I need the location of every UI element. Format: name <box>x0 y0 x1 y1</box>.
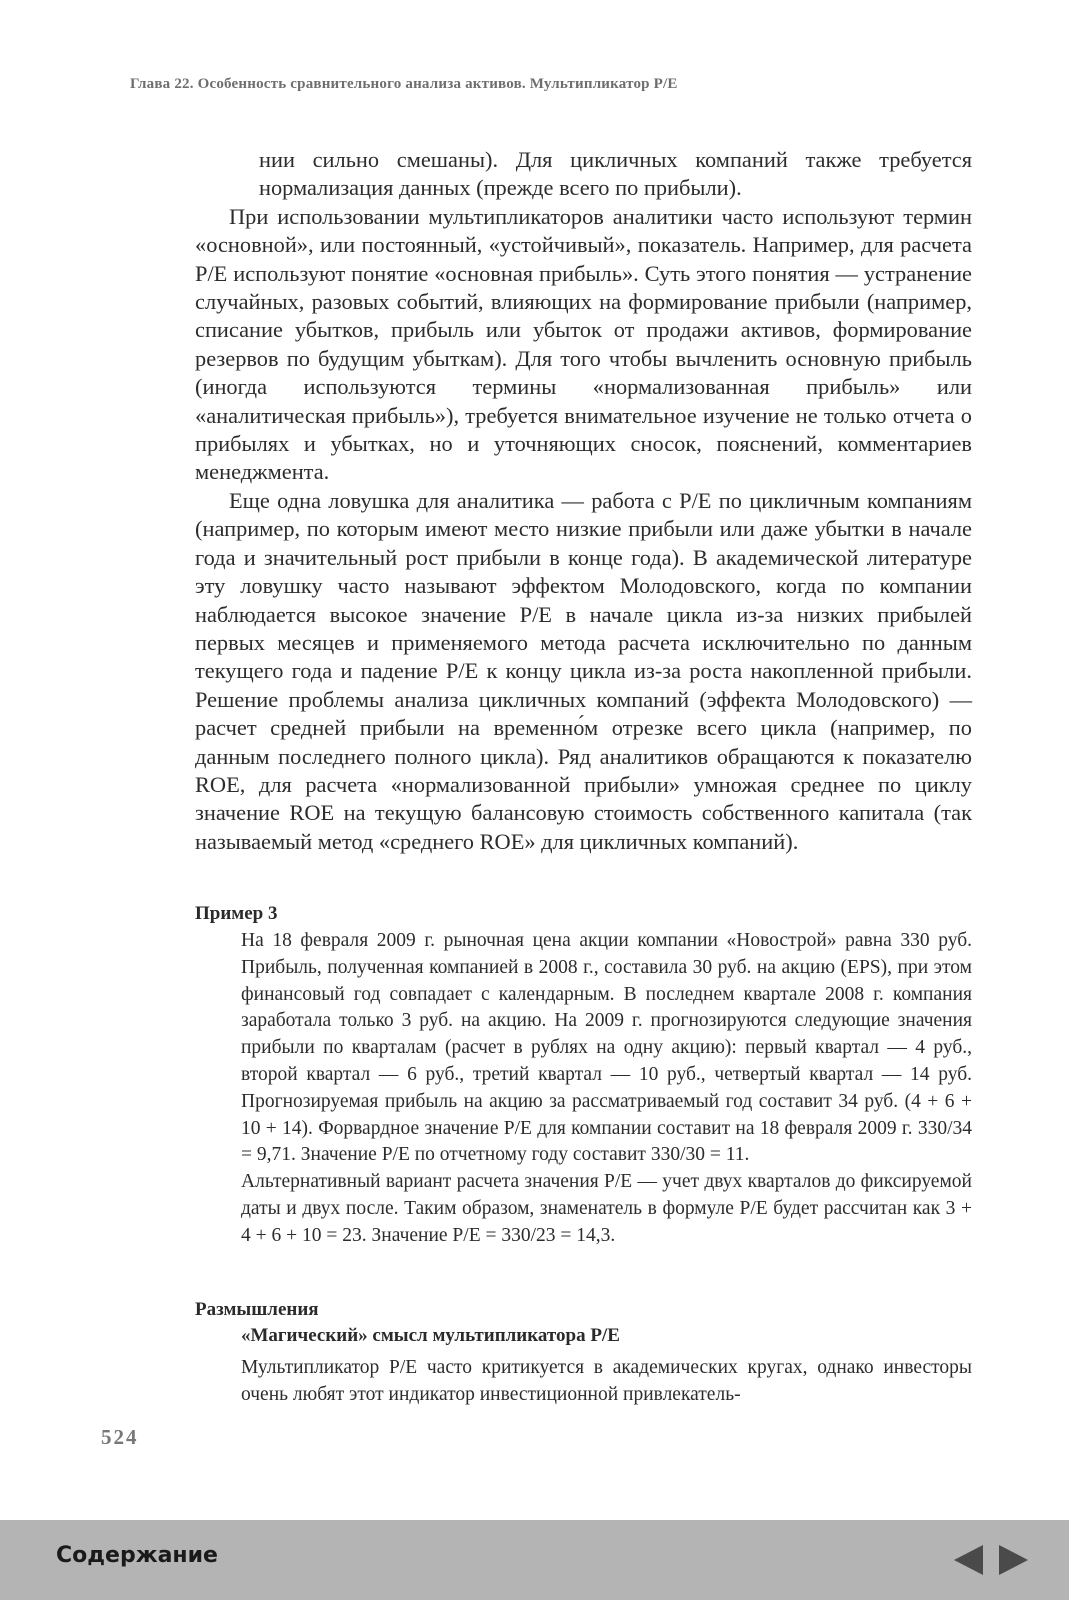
example-body <box>241 928 972 1250</box>
page-number: 524 <box>101 1425 139 1449</box>
example-paragraph: Альтернативный вариант расчета значения P/E — учет двух кварталов до фиксируемой даты и двух после. Таким образом, знаменатель в формуле P/E будет рассчитан как 3 + 4 + 6 + 10 = 23. Значение P/E = 330/23 = 14,3. <box>241 1171 972 1246</box>
previous-page-button[interactable] <box>951 1542 987 1578</box>
body-paragraph: При использовании мультипликаторов аналитики часто используют термин «основной», или постоянный, «устойчивый», показатель. Например, для расчета P/E используют понятие «основная прибыль». Суть этого понятия — устранение случайных, разовых событий, влияющих на формирование прибыли (например, списание убытков, прибыль или убыток от продажи активов, формирование резервов по будущим убыткам). Для того чтобы вычленить основную прибыль (иногда используются термины «нормализованная прибыль» или «аналитическая прибыль»), требуется внимательное изучение не только отчета о прибылях и убытках, но и уточняющих сносок, пояснений, комментариев менеджмента. <box>195 203 972 485</box>
next-page-button[interactable] <box>995 1542 1031 1578</box>
running-head: Глава 22. Особенность сравнительного анализа активов. Мультипликатор P/E <box>130 76 678 92</box>
reflections-subtitle: «Магический» смысл мультипликатора P/E <box>241 1325 620 1346</box>
example-title: Пример 3 <box>195 903 278 924</box>
reflections-body <box>241 1354 972 1408</box>
table-of-contents-link[interactable]: Содержание <box>56 1543 218 1568</box>
example-paragraph: На 18 февраля 2009 г. рыночная цена акции компании «Новострой» равна 330 руб. Прибыль, полученная компанией в 2008 г., составила 30 руб. на акцию (EPS), при этом финансовый год совпадает с календарным. В последнем квартале 2008 г. компания заработала только 3 руб. на акцию. На 2009 г. прогнозируются следующие значения прибыли по кварталам (расчет в рублях на одну акцию): первый квартал — 4 руб., второй квартал — 6 руб., третий квартал — 10 руб., четвертый квартал — 14 руб. Прогнозируемая прибыль на акцию за рассматриваемый год составит 34 руб. (4 + 6 + 10 + 14). Форвардное значение P/E для компании составит на 18 февраля 2009 г. 330/34 = 9,71. Значение P/E по отчетному году составит 330/30 = 11. <box>241 930 972 1166</box>
reflections-paragraph: Мультипликатор P/E часто критикуется в академических кругах, однако инвесторы очень любят этот индикатор инвестиционной привлекатель- <box>241 1357 972 1405</box>
body-paragraph-continued: нии сильно смешаны). Для цикличных компаний также требуется нормализация данных (прежде всего по прибыли). <box>259 147 972 201</box>
triangle-left-icon <box>951 1542 987 1578</box>
triangle-right-icon <box>995 1542 1031 1578</box>
reflections-title: Размышления <box>195 1299 319 1320</box>
body-text <box>195 146 972 856</box>
navigation-bar <box>0 1520 1069 1600</box>
body-paragraph: Еще одна ловушка для аналитика — работа с P/E по цикличным компаниям (например, по которым имеют место низкие прибыли или даже убытки в начале года и значительный рост прибыли в конце года). В академической литературе эту ловушку часто называют эффектом Молодовского, когда по компании наблюдается высокое значение P/E в начале цикла из-за низких прибылей первых месяцев и применяемого метода расчета исключительно по данным текущего года и падение P/E к концу цикла из-за роста накопленной прибыли. Решение проблемы анализа цикличных компаний (эффекта Молодовского) — расчет средней прибыли на временно́м отрезке всего цикла (например, по данным последнего полного цикла). Ряд аналитиков обращаются к показателю ROE, для расчета «нормализованной прибыли» умножая среднее по циклу значение ROE на текущую балансовую стоимость собственного капитала (так называемый метод «среднего ROE» для цикличных компаний). <box>195 487 973 854</box>
